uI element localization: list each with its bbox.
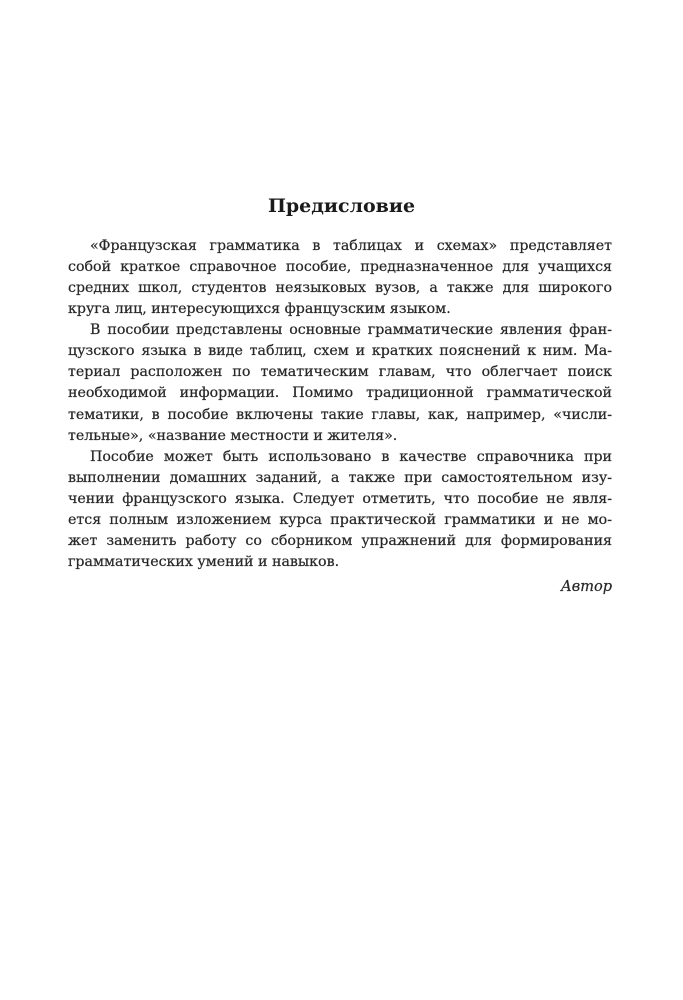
text-line: жет заменить работу со сборником упражнений для формирования (68, 532, 612, 549)
text-line: тельные», «название местности и жителя». (68, 427, 398, 444)
text-line: средних школ, студентов неязыковых вузов, а также для широкого (68, 280, 612, 297)
text-line: круга лиц, интересующихся французским языком. (68, 301, 451, 318)
text-line: В пособии представлены основные грамматические явления фран- (90, 322, 612, 339)
text-line: «Французская грамматика в таблицах и схемах» представляет (90, 238, 612, 254)
text-line: грамматических умений и навыков. (68, 553, 340, 570)
text-line: териал расположен по тематическим главам, что облегчает поиск (68, 364, 612, 381)
text-line: тематики, в пособие включены такие главы, как, например, «числи- (68, 406, 612, 423)
text-line: собой краткое справочное пособие, предназначенное для учащихся (68, 259, 612, 276)
text-line: ется полным изложением курса практической грамматики и не мо- (68, 511, 612, 528)
text-line: цузского языка в виде таблиц, схем и кратких пояснений к ним. Ма- (68, 343, 612, 360)
text-line: выполнении домашних заданий, а также при самостоятельном изу- (68, 469, 612, 486)
preface-body (68, 236, 612, 573)
page-title: Предисловие (267, 195, 416, 217)
text-line: чении французского языка. Следует отметить, что пособие не явля- (68, 490, 612, 507)
text-line: Пособие может быть использовано в качестве справочника при (90, 448, 612, 465)
author-signature: Автор (560, 579, 612, 595)
text-line: необходимой информации. Помимо традиционной грамматической (68, 385, 612, 402)
